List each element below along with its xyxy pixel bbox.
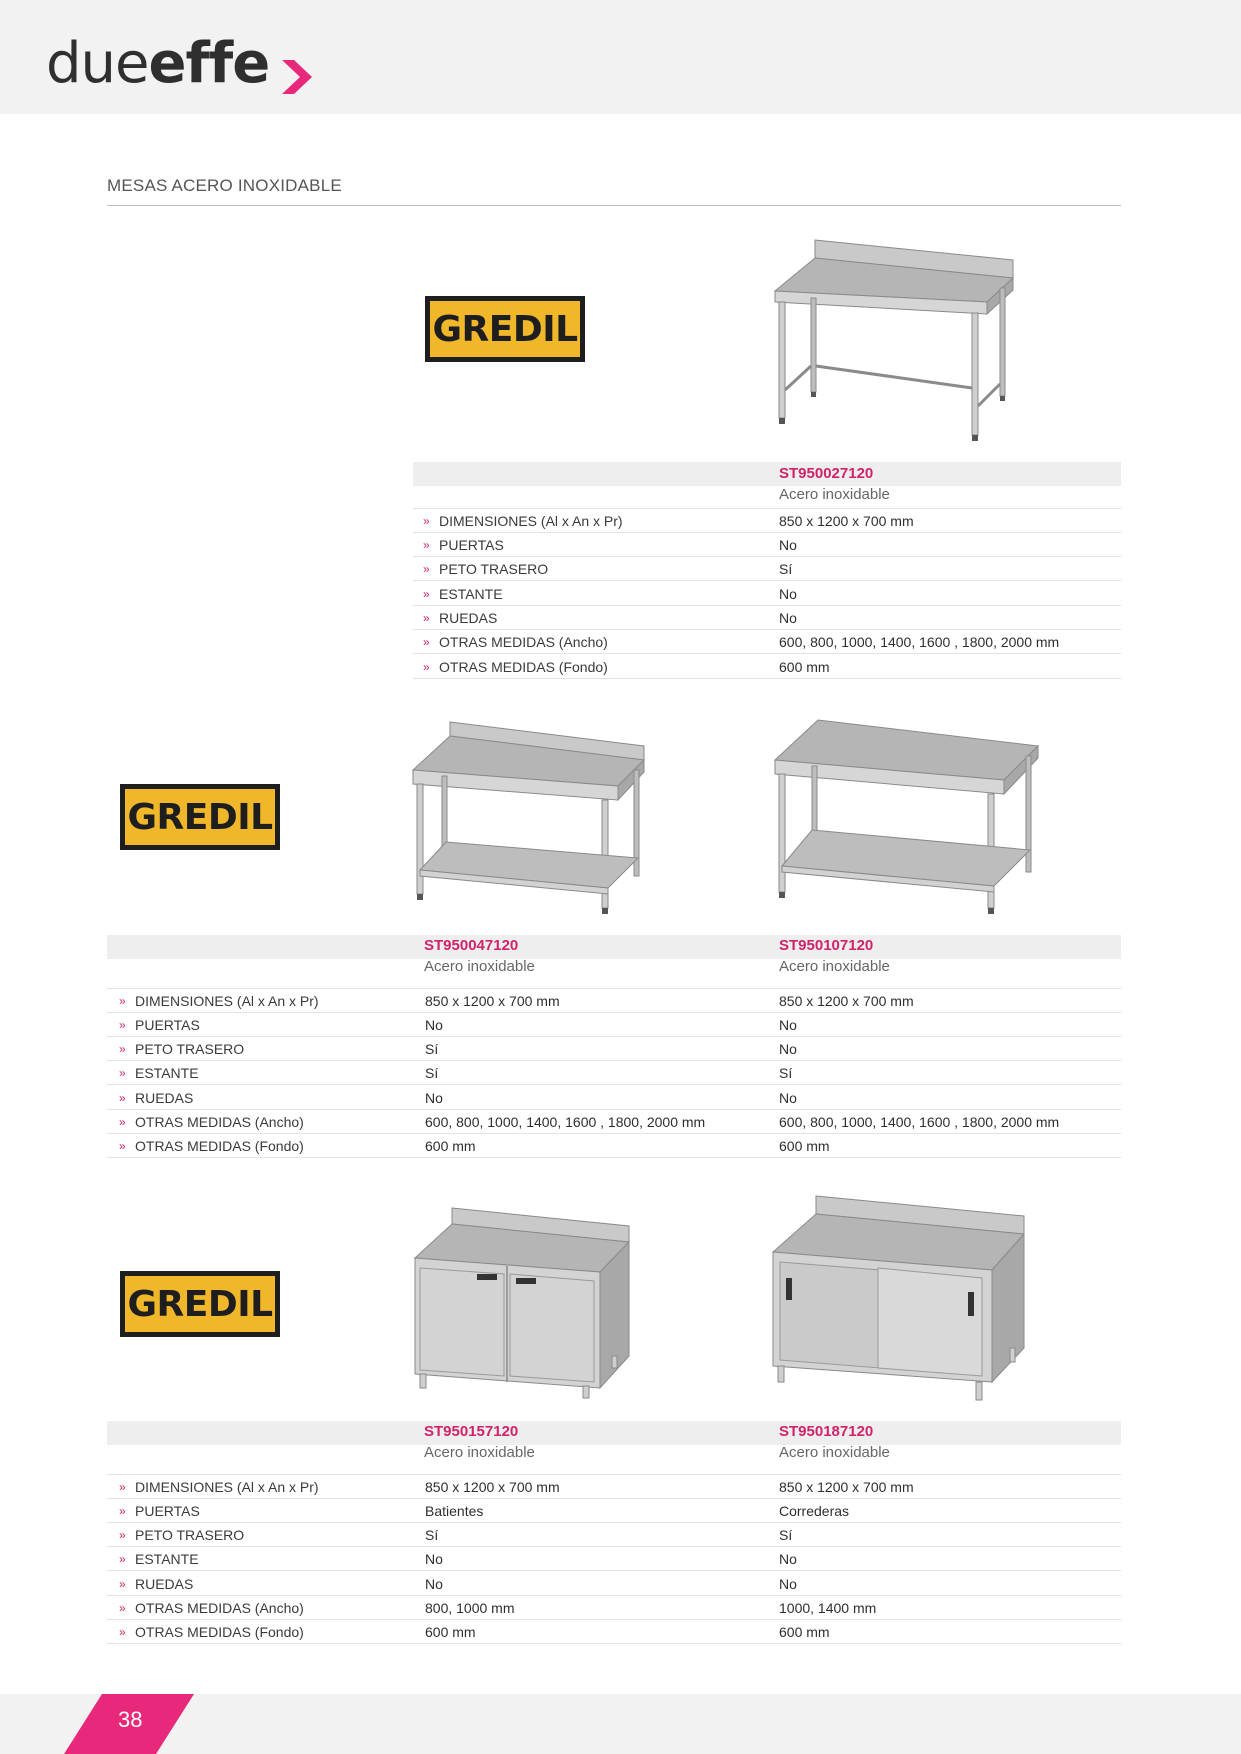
spec-row: » OTRAS MEDIDAS (Fondo) 600 mm [413, 655, 1121, 679]
spec-row: » OTRAS MEDIDAS (Fondo) 600 mm 600 mm [107, 1620, 1121, 1644]
spec-row: » PUERTAS No [413, 533, 1121, 557]
spec-row: » DIMENSIONES (Al x An x Pr) 850 x 1200 x 700 mm [413, 509, 1121, 533]
spec-row: » PETO TRASERO Sí No [107, 1037, 1121, 1061]
gredil-logo: GREDIL [425, 296, 585, 362]
logo-chevron-icon [282, 60, 312, 94]
spec-row: » DIMENSIONES (Al x An x Pr) 850 x 1200 x 700 mm 850 x 1200 x 700 mm [107, 1475, 1121, 1499]
spec-row: » ESTANTE No No [107, 1547, 1121, 1571]
spec-row: » OTRAS MEDIDAS (Ancho) 800, 1000 mm 1000, 1400 mm [107, 1596, 1121, 1620]
section-title: MESAS ACERO INOXIDABLE [107, 176, 342, 195]
product-image-st950047120 [410, 720, 647, 916]
spec-row: » OTRAS MEDIDAS (Fondo) 600 mm 600 mm [107, 1134, 1121, 1158]
spec-row: » RUEDAS No No [107, 1086, 1121, 1110]
spec-row: » RUEDAS No No [107, 1572, 1121, 1596]
product-image-st950187120 [770, 1194, 1027, 1406]
spec-row: » PUERTAS No No [107, 1013, 1121, 1037]
product-material: Acero inoxidable [424, 958, 535, 975]
product-image-st950027120 [772, 238, 1017, 450]
page-number: 38 [118, 1707, 143, 1732]
spec-row: » RUEDAS No [413, 606, 1121, 630]
gredil-logo: GREDIL [120, 784, 280, 850]
product-image-st950157120 [412, 1206, 632, 1402]
product-material: Acero inoxidable [424, 1444, 535, 1461]
product-code: ST950187120 [779, 1423, 874, 1440]
code-band [107, 935, 1121, 959]
product-material: Acero inoxidable [779, 958, 890, 975]
dueeffe-logo: dueeffe [46, 31, 270, 96]
product-code: ST950157120 [424, 1423, 519, 1440]
code-band [413, 462, 1121, 486]
spec-row: » ESTANTE Sí Sí [107, 1061, 1121, 1085]
product-material: Acero inoxidable [779, 1444, 890, 1461]
product-material: Acero inoxidable [779, 486, 890, 503]
spec-row: » PETO TRASERO Sí Sí [107, 1523, 1121, 1547]
product-image-st950107120 [772, 718, 1040, 918]
section-divider [107, 205, 1121, 206]
product-code: ST950047120 [424, 937, 519, 954]
spec-row: » OTRAS MEDIDAS (Ancho) 600, 800, 1000, 1400, 1600 , 1800, 2000 mm 600, 800, 1000, 1400, 1600 , 1800, 2000 mm [107, 1110, 1121, 1134]
product-code: ST950107120 [779, 937, 874, 954]
code-band [107, 1421, 1121, 1445]
spec-row: » OTRAS MEDIDAS (Ancho) 600, 800, 1000, 1400, 1600 , 1800, 2000 mm [413, 630, 1121, 654]
spec-row: » ESTANTE No [413, 582, 1121, 606]
spec-row: » PUERTAS Batientes Correderas [107, 1499, 1121, 1523]
product-code: ST950027120 [779, 465, 874, 482]
gredil-logo: GREDIL [120, 1271, 280, 1337]
spec-row: » DIMENSIONES (Al x An x Pr) 850 x 1200 x 700 mm 850 x 1200 x 700 mm [107, 989, 1121, 1013]
spec-row: » PETO TRASERO Sí [413, 557, 1121, 581]
